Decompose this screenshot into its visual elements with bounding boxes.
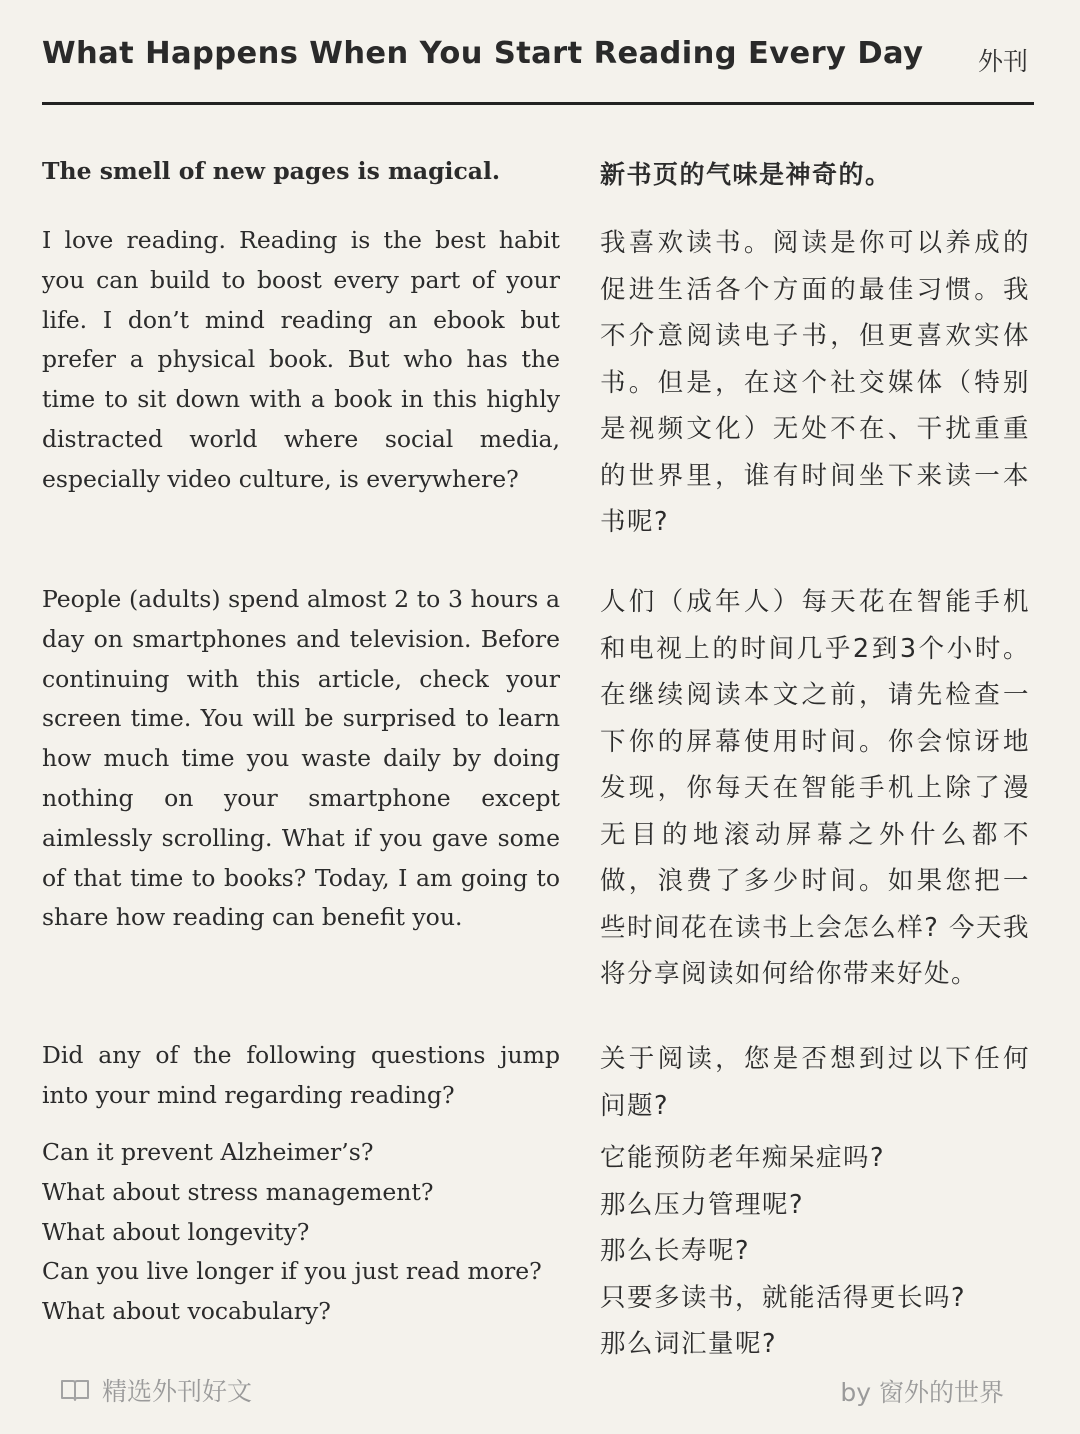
english-paragraph-3: Did any of the following questions jump into your mind regarding reading? — [42, 1041, 560, 1109]
chinese-question: 它能预防老年痴呆症吗? — [600, 1143, 886, 1173]
english-question: Can you live longer if you just read more? — [42, 1257, 542, 1286]
footer-collection — [60, 1370, 252, 1410]
english-question: Can it prevent Alzheimer’s? — [42, 1138, 374, 1166]
english-question-list — [42, 1133, 560, 1332]
english-question: What about vocabulary? — [42, 1297, 331, 1326]
chinese-paragraph-3: 关于阅读，您是否想到过以下任何问题? — [600, 1044, 1030, 1121]
chinese-lead: 新书页的气味是神奇的。 — [600, 160, 892, 189]
english-paragraph-2: People (adults) spend almost 2 to 3 hours a day on smartphones and television. Before continuing with this article, check your screen time. You will be surprised to learn how much time you waste daily by doing nothing on your smartphone except aimlessly scrolling. What if you gave some of that time to books? Today, I am going to share how reading can benefit you. — [42, 585, 560, 932]
english-lead: The smell of new pages is magical. — [42, 157, 501, 185]
english-question: What about longevity? — [42, 1217, 310, 1246]
chinese-question: 那么词汇量呢? — [600, 1329, 778, 1359]
footer-collection-label: 精选外刊好文 — [102, 1377, 253, 1406]
footer-byline: by 窗外的世界 — [840, 1378, 1004, 1407]
article-title: What Happens When You Start Reading Every Day — [42, 36, 924, 71]
chinese-question: 那么压力管理呢? — [600, 1189, 805, 1220]
open-book-icon — [60, 1377, 90, 1403]
category-tag: 外刊 — [977, 47, 1028, 76]
chinese-question-list — [600, 1135, 1030, 1368]
article-header — [42, 30, 1034, 105]
chinese-paragraph-1: 我喜欢读书。阅读是你可以养成的促进生活各个方面的最佳习惯。我不介意阅读电子书，但更喜欢实体书。但是，在这个社交媒体（特别是视频文化）无处不在、干扰重重的世界里，谁有时间坐下来读一本书呢? — [600, 228, 1030, 537]
chinese-question: 那么长寿呢? — [600, 1236, 751, 1266]
chinese-question: 只要多读书，就能活得更长吗? — [600, 1282, 967, 1313]
english-paragraph-1: I love reading. Reading is the best habit you can build to boost every part of your life. I don’t mind reading an ebook but prefer a physical book. But who has the time to sit down with a book in this highly distracted world where social media, especially video culture, is everywhere? — [42, 226, 560, 493]
chinese-paragraph-2: 人们（成年人）每天花在智能手机和电视上的时间几乎2到3个小时。在继续阅读本文之前，请先检查一下你的屏幕使用时间。你会惊讶地发现，你每天在智能手机上除了漫无目的地滚动屏幕之外什么都不做，浪费了多少时间。如果您把一些时间花在读书上会怎么样? 今天我将分享阅读如何给你带来好处。 — [600, 587, 1030, 989]
english-question: What about stress management? — [42, 1177, 434, 1206]
